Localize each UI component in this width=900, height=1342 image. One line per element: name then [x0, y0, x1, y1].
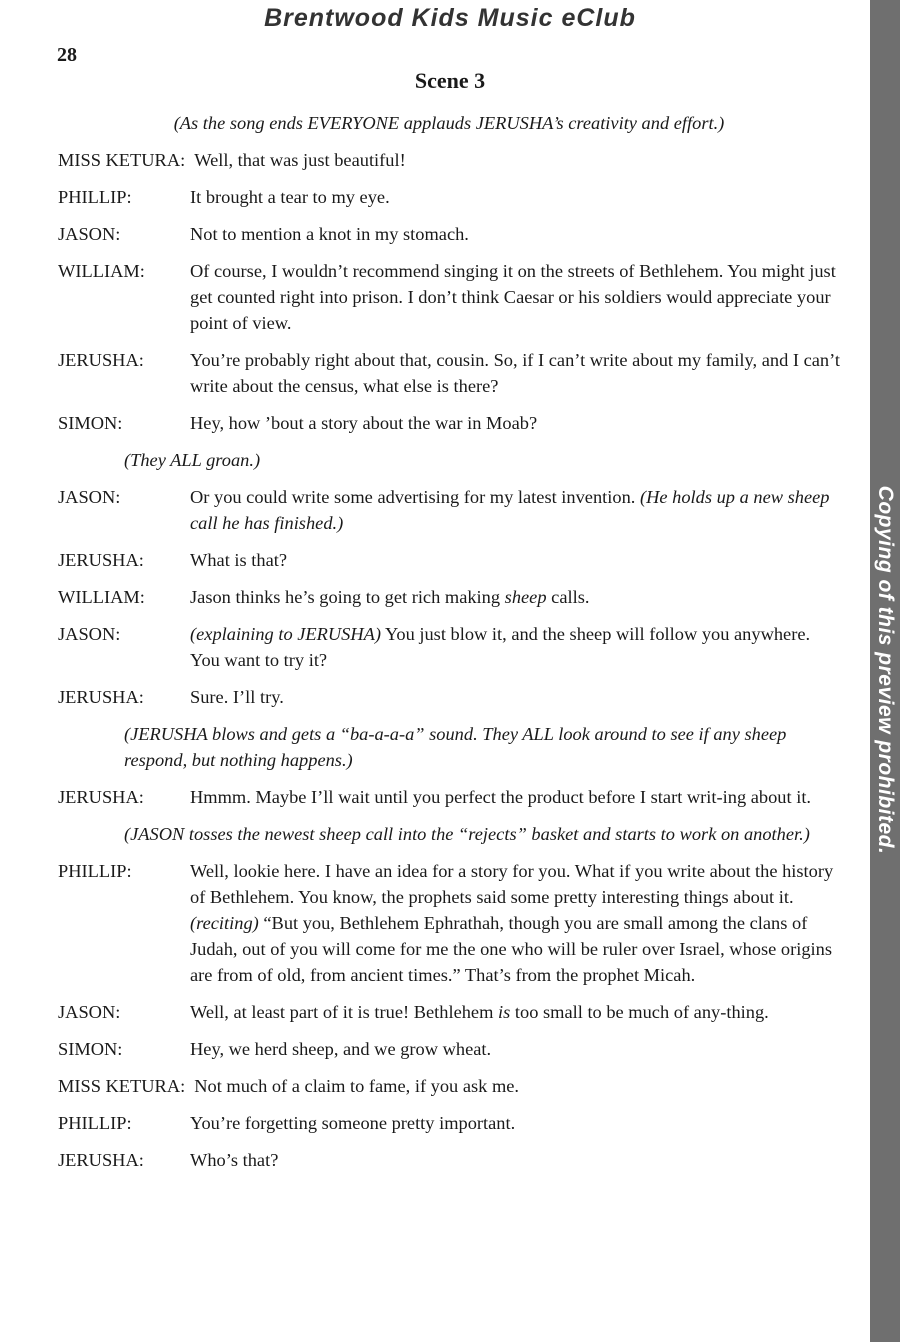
dialogue-words: Or you could write some advertising for my latest invention.	[190, 487, 636, 507]
dialogue-line	[58, 347, 840, 399]
speaker-name: MISS KETURA:	[58, 1076, 186, 1096]
speaker-name: SIMON:	[58, 1039, 123, 1059]
dialogue-line	[58, 1036, 840, 1062]
dialogue-text	[190, 999, 840, 1025]
dialogue-line	[58, 184, 840, 210]
dialogue-line	[58, 484, 840, 536]
dialogue-words: You just blow it, and the sheep will follow you anywhere. You want to try it?	[190, 624, 811, 670]
speaker-name: JERUSHA:	[58, 550, 144, 570]
dialogue-line	[58, 621, 840, 673]
speaker-name: SIMON:	[58, 413, 123, 433]
inline-direction: (reciting)	[190, 913, 259, 933]
dialogue-text: It brought a tear to my eye.	[190, 187, 390, 207]
page-number: 28	[57, 44, 77, 66]
dialogue-text	[190, 484, 840, 536]
dialogue-line	[58, 221, 840, 247]
dialogue-text: Hmmm. Maybe I’ll wait until you perfect the product before I start writ-ing about it.	[190, 787, 812, 807]
dialogue-words: calls.	[551, 587, 590, 607]
speaker-name: WILLIAM:	[58, 261, 145, 281]
emphasis-word: is	[498, 1002, 511, 1022]
speaker-name: PHILLIP:	[58, 187, 132, 207]
scripture-quote: “But you, Bethlehem Ephrathah, though you are small among the clans of Judah, out of you will come for me the one who will be ruler over Israel, whose origins are from of old, from ancient times.” That’s from the prophet Micah.	[190, 913, 832, 985]
dialogue-line	[58, 684, 840, 710]
dialogue-text: What is that?	[190, 550, 288, 570]
dialogue-line	[58, 1110, 840, 1136]
dialogue-words: Well, lookie here. I have an idea for a story for you. What if you write about the history of Bethlehem. You know, the prophets said some pretty interesting things about it.	[190, 861, 834, 907]
speaker-name: PHILLIP:	[58, 1113, 132, 1133]
dialogue-line	[58, 258, 840, 336]
stage-direction: (JERUSHA blows and gets a “ba-a-a-a” sound. They ALL look around to see if any sheep respond, but nothing happens.)	[124, 724, 787, 770]
speaker-name: JASON:	[58, 487, 121, 507]
dialogue-line	[58, 999, 840, 1025]
script-body	[58, 110, 840, 1184]
dialogue-text: Not to mention a knot in my stomach.	[190, 224, 469, 244]
speaker-name: WILLIAM:	[58, 587, 145, 607]
dialogue-text: Hey, how ’bout a story about the war in Moab?	[190, 413, 538, 433]
dialogue-text: You’re forgetting someone pretty important.	[190, 1113, 516, 1133]
scene-title: Scene 3	[414, 68, 486, 93]
speaker-name: JASON:	[58, 224, 121, 244]
dialogue-words: too small to be much of any-thing.	[514, 1002, 769, 1022]
dialogue-text: Sure. I’ll try.	[190, 687, 284, 707]
dialogue-line	[58, 1073, 840, 1099]
dialogue-words: Jason thinks he’s going to get rich making	[190, 587, 501, 607]
inline-direction: (He holds up a new sheep call he has finished.)	[190, 487, 830, 533]
emphasis-word: sheep	[504, 587, 547, 607]
stage-direction: (They ALL groan.)	[124, 450, 261, 470]
speaker-name: MISS KETURA:	[58, 150, 186, 170]
speaker-name: JASON:	[58, 1002, 121, 1022]
preview-notice: Copying of this preview prohibited.	[874, 485, 897, 855]
speaker-name: JERUSHA:	[58, 687, 144, 707]
dialogue-line	[58, 147, 840, 173]
dialogue-text: Not much of a claim to fame, if you ask me.	[194, 1076, 520, 1096]
speaker-name: JERUSHA:	[58, 787, 144, 807]
dialogue-text: Of course, I wouldn’t recommend singing it on the streets of Bethlehem. You might just get counted right into prison. I don’t think Caesar or his soldiers would appreciate your point of view.	[190, 261, 836, 333]
inline-direction: (explaining to JERUSHA)	[190, 624, 382, 644]
dialogue-words: Well, at least part of it is true! Bethlehem	[190, 1002, 494, 1022]
dialogue-text: Well, that was just beautiful!	[194, 150, 406, 170]
dialogue-text: Who’s that?	[190, 1150, 279, 1170]
dialogue-line	[58, 547, 840, 573]
club-header: Brentwood Kids Music eClub	[264, 4, 636, 32]
dialogue-line	[58, 858, 840, 988]
speaker-name: JERUSHA:	[58, 350, 144, 370]
stage-direction: (JASON tosses the newest sheep call into the “rejects” basket and starts to work on another.)	[124, 824, 810, 844]
dialogue-line	[58, 1147, 840, 1173]
speaker-name: PHILLIP:	[58, 861, 132, 881]
dialogue-line	[58, 584, 840, 610]
dialogue-text: Hey, we herd sheep, and we grow wheat.	[190, 1039, 492, 1059]
dialogue-text	[190, 858, 840, 988]
dialogue-line	[58, 784, 840, 810]
dialogue-text	[190, 621, 840, 673]
dialogue-text: You’re probably right about that, cousin. So, if I can’t write about my family, and I can’t write about the census, what else is there?	[190, 350, 841, 396]
dialogue-line	[58, 410, 840, 436]
speaker-name: JERUSHA:	[58, 1150, 144, 1170]
stage-direction: (As the song ends EVERYONE applauds JERUSHA’s creativity and effort.)	[173, 113, 725, 133]
dialogue-text	[190, 584, 840, 610]
speaker-name: JASON:	[58, 624, 121, 644]
